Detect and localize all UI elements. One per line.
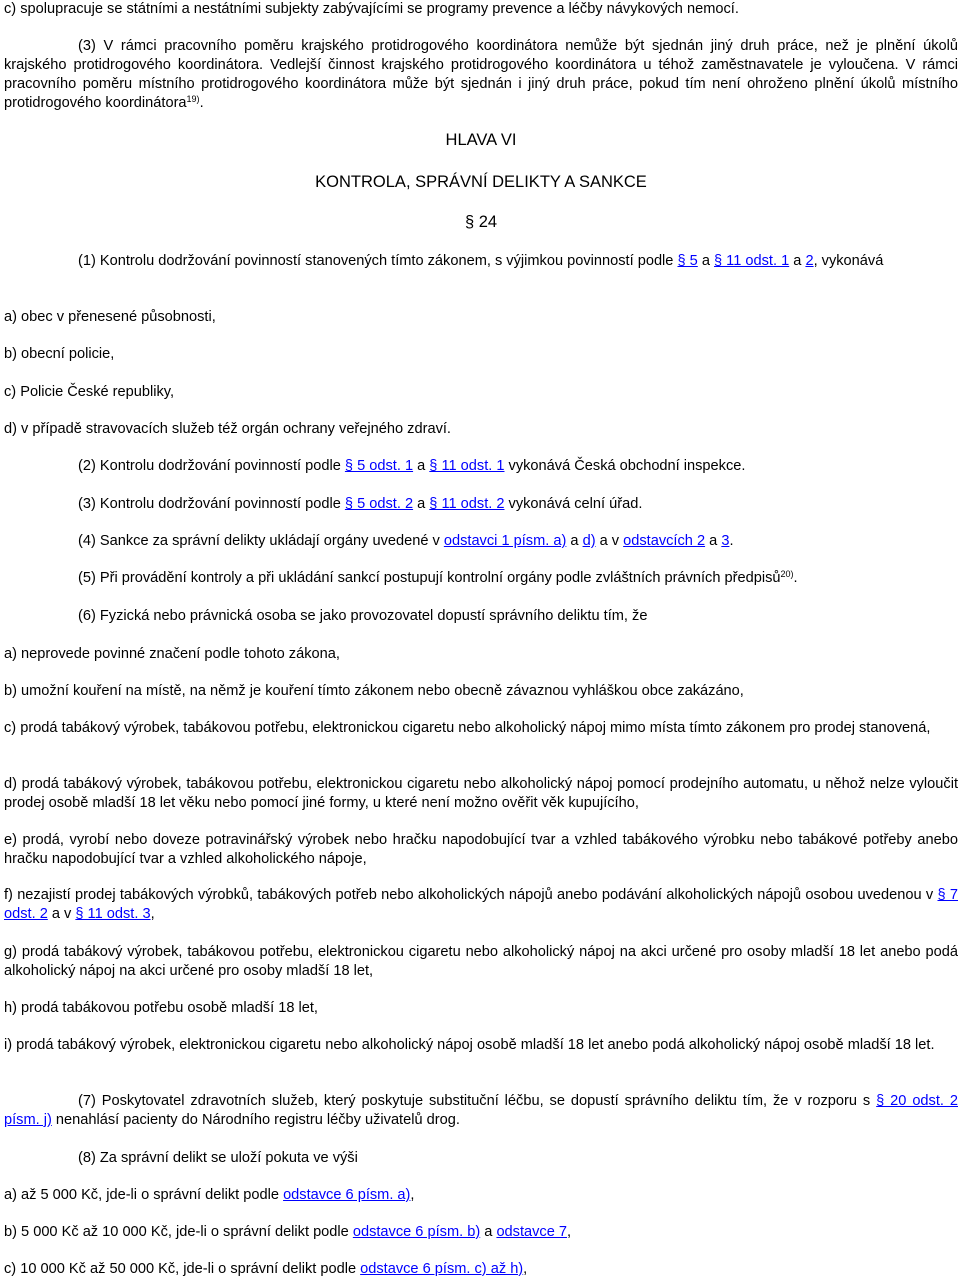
paragraph-3: [4, 37, 958, 113]
par-1-item-d: d) v případě stravovacích služeb též orgán ochrany veřejného zdraví.: [4, 421, 451, 437]
par-6-item-d: d) prodá tabákový výrobek, tabákovou potřebu, elektronickou cigaretu nebo alkoholický nápoj pomocí prodejního automatu, u něhož nelze vyloučit prodej osobě mladší 18 let věku nebo pomocí jiné formy, u které není možno ověřit věk kupujícího,: [4, 776, 958, 811]
section-24-par-7: [4, 1092, 958, 1130]
par-8-item-b: [4, 1223, 571, 1242]
par-6-item-i: i) prodá tabákový výrobek, elektronickou cigaretu nebo alkoholický nápoj osobě mladší 18 let anebo podá alkoholický nápoj osobě mladší 18 let.: [4, 1037, 935, 1053]
par-6-item-f: [4, 886, 958, 924]
item-8c-text: c) 10 000 Kč až 50 000 Kč, jde-li o správní delikt podle: [4, 1261, 361, 1277]
item-8b-end: ,: [567, 1224, 572, 1240]
par-1-conj-1: a: [697, 253, 715, 269]
par-1-end: , vykonává: [813, 253, 884, 269]
item-8b-conj: a: [480, 1224, 497, 1240]
paragraph-3-end: .: [199, 95, 204, 111]
par-4-conj-1: a: [566, 533, 583, 549]
link-par-5-odst-2[interactable]: § 5 odst. 2: [344, 496, 414, 512]
par-1-item-b: b) obecní policie,: [4, 346, 115, 362]
link-odst-2[interactable]: 2: [805, 253, 814, 269]
item-f-conj: a v: [47, 906, 76, 922]
section-24-par-3: [78, 495, 642, 514]
par-2-end: vykonává Česká obchodní inspekce.: [504, 458, 746, 474]
par-6-item-c: c) prodá tabákový výrobek, tabákovou potřebu, elektronickou cigaretu nebo alkoholický nápoj mimo místa tímto zákonem pro prodej stanovená,: [4, 720, 931, 736]
link-pism-d[interactable]: d): [582, 533, 596, 549]
link-par-11-odst-2[interactable]: § 11 odst. 2: [429, 496, 505, 512]
item-8c-end: ,: [523, 1261, 528, 1277]
par-8-item-c: [4, 1260, 527, 1279]
par-5-end: .: [793, 570, 798, 586]
item-8a-text: a) až 5 000 Kč, jde-li o správní delikt podle: [4, 1187, 284, 1203]
par-1-item-c: c) Policie České republiky,: [4, 384, 175, 400]
item-8a-end: ,: [410, 1187, 415, 1203]
section-number: § 24: [464, 213, 498, 231]
par-6-item-e: e) prodá, vyrobí nebo doveze potravinářský výrobek nebo hračku napodobující tvar a vzhled tabákového výrobku nebo tabákové potřeby anebo hračku napodobující tvar a vzhled alkoholického nápoje,: [4, 832, 958, 867]
par-1-conj-2: a: [789, 253, 806, 269]
par-4-conj-2: a v: [595, 533, 624, 549]
section-24-par-6: (6) Fyzická nebo právnická osoba se jako provozovatel dopustí správního deliktu tím, že: [78, 608, 648, 624]
par-4-conj-3: a: [705, 533, 722, 549]
link-par-20-odst-2-pism-j[interactable]: § 20 odst. 2 písm. j): [4, 1093, 958, 1128]
link-par-5-odst-1[interactable]: § 5 odst. 1: [344, 458, 414, 474]
section-24-par-2: [78, 457, 745, 476]
par-6-item-h: h) prodá tabákovou potřebu osobě mladší 18 let,: [4, 1000, 318, 1016]
link-odst-3[interactable]: 3: [721, 533, 730, 549]
par-6-item-b: b) umožní kouření na místě, na němž je kouření tímto zákonem nebo obecně závaznou vyhláškou obce zakázáno,: [4, 683, 744, 699]
link-odstavci-1-pism-a[interactable]: odstavci 1 písm. a): [443, 533, 567, 549]
par-7-end: nenahlásí pacienty do Národního registru léčby uživatelů drog.: [51, 1112, 460, 1128]
par-8-item-a: [4, 1186, 414, 1205]
link-par-7-odst-2[interactable]: § 7 odst. 2: [4, 887, 958, 922]
par-4-end: .: [729, 533, 734, 549]
link-par-11-odst-3[interactable]: § 11 odst. 3: [75, 906, 151, 922]
item-8b-text: b) 5 000 Kč až 10 000 Kč, jde-li o správní delikt podle: [4, 1224, 353, 1240]
section-24-par-4: [78, 532, 734, 551]
par-6-item-g: g) prodá tabákový výrobek, tabákovou potřebu, elektronickou cigaretu nebo alkoholický nápoj na akci určené pro osoby mladší 18 let anebo podá alkoholický nápoj na akci určené pro osoby mladší 18 let,: [4, 944, 958, 979]
link-odst-6-pism-c-h[interactable]: odstavce 6 písm. c) až h): [360, 1261, 524, 1277]
footnote-ref-20: 20): [780, 569, 794, 579]
par-3-conj: a: [413, 496, 430, 512]
paragraph-3-text: (3) V rámci pracovního poměru krajského protidrogového koordinátora nemůže být sjednán jiný druh práce, než je plnění úkolů krajského protidrogového koordinátora. Vedlejší činnost krajského protidrogového koordinátora u téhož zaměstnavatele je vyloučena. V rámci pracovního poměru místního protidrogového koordinátora může být sjednán i jiný druh práce, pokud tím není ohroženo plnění úkolů místního protidrogového koordinátora: [4, 38, 958, 111]
par-1-item-a: a) obec v přenesené působnosti,: [4, 309, 216, 325]
link-par-11-odst-1-b[interactable]: § 11 odst. 1: [429, 458, 505, 474]
link-odstavcich-2[interactable]: odstavcích 2: [623, 533, 706, 549]
link-par-11-odst-1[interactable]: § 11 odst. 1: [714, 253, 790, 269]
par-2-conj: a: [413, 458, 430, 474]
par-2-text: (2) Kontrolu dodržování povinností podle: [78, 458, 345, 474]
chapter-title: KONTROLA, SPRÁVNÍ DELIKTY A SANKCE: [315, 173, 647, 191]
section-24-par-1: [4, 252, 958, 271]
par-3-end: vykonává celní úřad.: [504, 496, 643, 512]
par-1-text: (1) Kontrolu dodržování povinností stanovených tímto zákonem, s výjimkou povinností podle: [78, 253, 678, 269]
link-odst-6-pism-a[interactable]: odstavce 6 písm. a): [283, 1187, 411, 1203]
par-7-text: (7) Poskytovatel zdravotních služeb, který poskytuje substituční léčbu, se dopustí správního deliktu tím, že v rozporu s: [78, 1093, 877, 1109]
section-24-par-5: [78, 569, 798, 588]
par-3-text: (3) Kontrolu dodržování povinností podle: [78, 496, 345, 512]
par-4-text: (4) Sankce za správní delikty ukládají orgány uvedené v: [78, 533, 444, 549]
paragraph-top-c: c) spolupracuje se státními a nestátními subjekty zabývajícími se programy prevence a léčby návykových nemocí.: [4, 1, 739, 17]
link-par-5[interactable]: § 5: [677, 253, 698, 269]
par-6-item-a: a) neprovede povinné značení podle tohoto zákona,: [4, 646, 340, 662]
item-f-end: ,: [150, 906, 155, 922]
item-f-text: f) nezajistí prodej tabákových výrobků, tabákových potřeb nebo alkoholických nápojů anebo podávání alkoholických nápojů osobou uvedenou v: [4, 887, 938, 903]
link-odst-6-pism-b[interactable]: odstavce 6 písm. b): [352, 1224, 481, 1240]
par-5-text: (5) Při provádění kontroly a při ukládání sankcí postupují kontrolní orgány podle zvláštních právních předpisů: [78, 570, 781, 586]
link-odstavce-7[interactable]: odstavce 7: [496, 1224, 568, 1240]
chapter-heading: HLAVA VI: [445, 131, 517, 149]
section-24-par-8: (8) Za správní delikt se uloží pokuta ve výši: [78, 1150, 358, 1166]
footnote-ref-19: 19): [186, 94, 200, 104]
